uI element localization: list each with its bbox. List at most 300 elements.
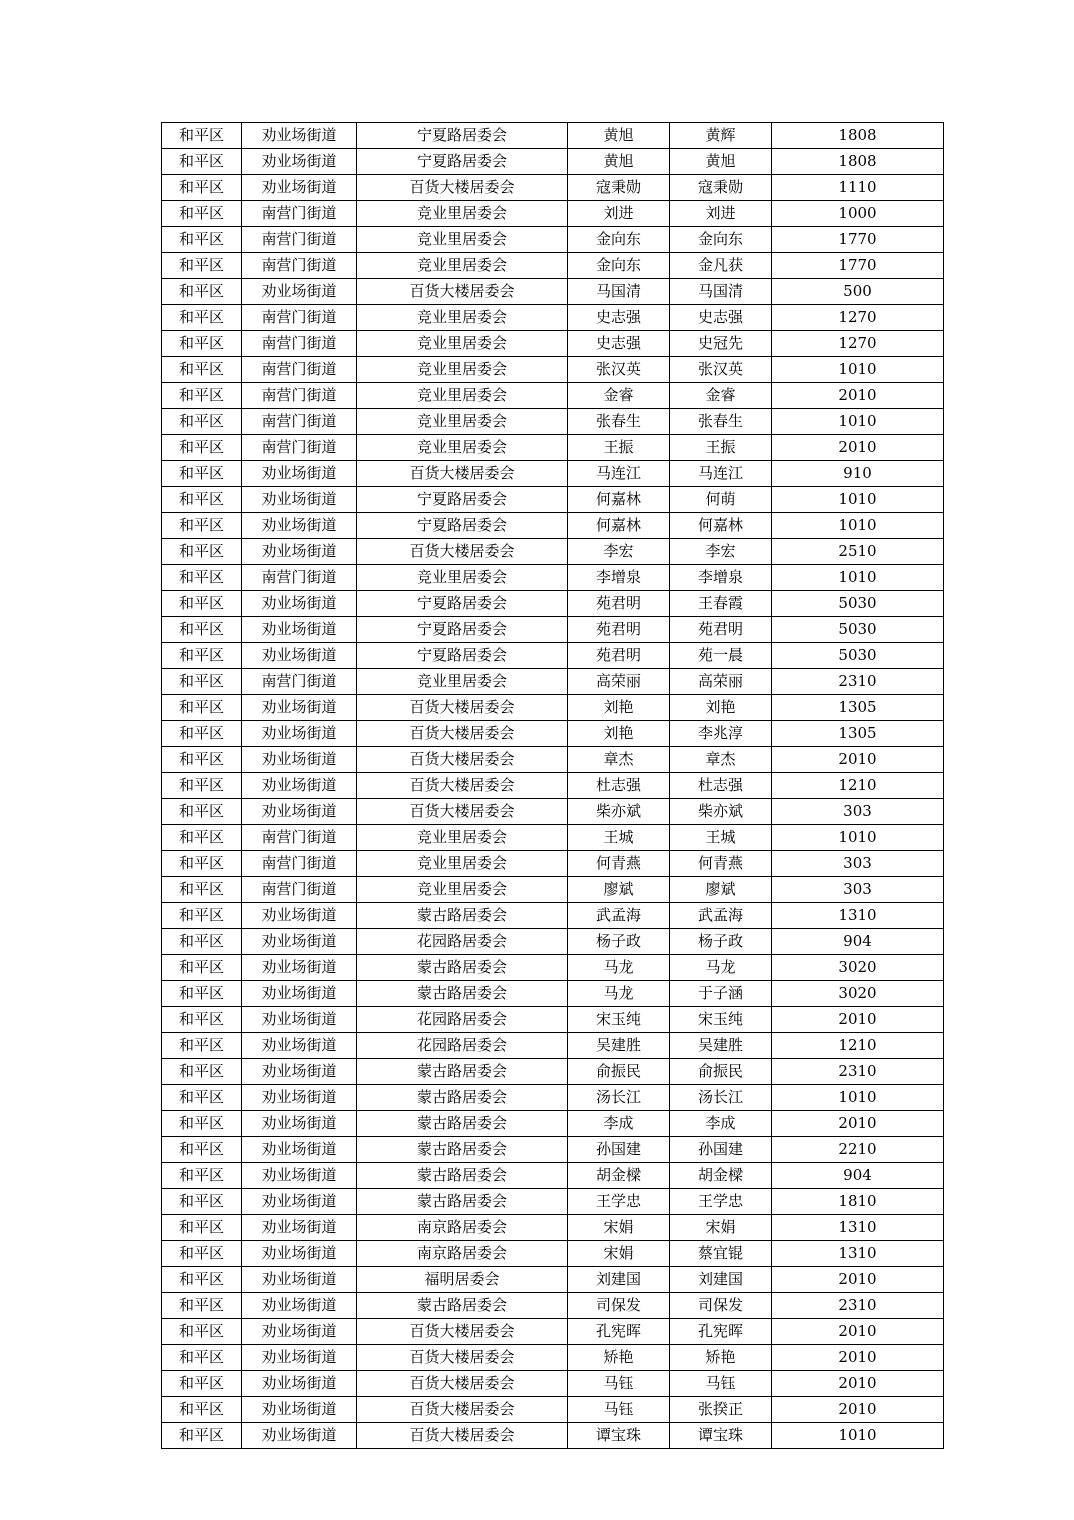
cell-street: 南营门街道 <box>242 305 357 331</box>
cell-street: 劝业场街道 <box>242 461 357 487</box>
cell-street: 劝业场街道 <box>242 149 357 175</box>
residents-table <box>161 122 944 1449</box>
table-row <box>162 643 944 669</box>
cell-district: 和平区 <box>162 877 242 903</box>
cell-district: 和平区 <box>162 955 242 981</box>
cell-committee: 宁夏路居委会 <box>357 123 568 149</box>
cell-amount: 1770 <box>772 253 944 279</box>
cell-name2: 王春霞 <box>670 591 772 617</box>
cell-name1: 司保发 <box>568 1293 670 1319</box>
cell-name1: 俞振民 <box>568 1059 670 1085</box>
cell-amount: 2010 <box>772 1397 944 1423</box>
cell-committee: 花园路居委会 <box>357 929 568 955</box>
cell-district: 和平区 <box>162 1267 242 1293</box>
cell-committee: 蒙古路居委会 <box>357 955 568 981</box>
cell-name1: 章杰 <box>568 747 670 773</box>
table-row <box>162 565 944 591</box>
cell-name2: 张春生 <box>670 409 772 435</box>
cell-committee: 蒙古路居委会 <box>357 1293 568 1319</box>
cell-name1: 武孟海 <box>568 903 670 929</box>
cell-name2: 苑一晨 <box>670 643 772 669</box>
cell-street: 南营门街道 <box>242 669 357 695</box>
cell-committee: 宁夏路居委会 <box>357 513 568 539</box>
cell-amount: 303 <box>772 799 944 825</box>
cell-committee: 竞业里居委会 <box>357 409 568 435</box>
cell-street: 南营门街道 <box>242 227 357 253</box>
cell-name2: 武孟海 <box>670 903 772 929</box>
cell-street: 劝业场街道 <box>242 1423 357 1449</box>
cell-amount: 1305 <box>772 721 944 747</box>
cell-amount: 1010 <box>772 487 944 513</box>
cell-district: 和平区 <box>162 357 242 383</box>
cell-name2: 马国清 <box>670 279 772 305</box>
cell-name2: 王振 <box>670 435 772 461</box>
cell-street: 南营门街道 <box>242 383 357 409</box>
cell-district: 和平区 <box>162 409 242 435</box>
cell-amount: 1305 <box>772 695 944 721</box>
table-row <box>162 773 944 799</box>
cell-district: 和平区 <box>162 331 242 357</box>
cell-name2: 于子涵 <box>670 981 772 1007</box>
cell-district: 和平区 <box>162 1397 242 1423</box>
cell-district: 和平区 <box>162 1111 242 1137</box>
cell-district: 和平区 <box>162 305 242 331</box>
cell-amount: 2010 <box>772 1007 944 1033</box>
cell-street: 劝业场街道 <box>242 591 357 617</box>
cell-name2: 汤长江 <box>670 1085 772 1111</box>
cell-committee: 花园路居委会 <box>357 1033 568 1059</box>
cell-committee: 蒙古路居委会 <box>357 1137 568 1163</box>
cell-name1: 高荣丽 <box>568 669 670 695</box>
cell-street: 南营门街道 <box>242 565 357 591</box>
cell-name2: 矫艳 <box>670 1345 772 1371</box>
cell-committee: 南京路居委会 <box>357 1215 568 1241</box>
cell-name1: 苑君明 <box>568 591 670 617</box>
cell-name1: 孔宪晖 <box>568 1319 670 1345</box>
cell-district: 和平区 <box>162 539 242 565</box>
cell-committee: 百货大楼居委会 <box>357 721 568 747</box>
cell-name1: 寇秉勋 <box>568 175 670 201</box>
cell-amount: 1010 <box>772 513 944 539</box>
cell-name2: 李宏 <box>670 539 772 565</box>
table-row <box>162 123 944 149</box>
cell-amount: 5030 <box>772 643 944 669</box>
cell-name1: 苑君明 <box>568 617 670 643</box>
cell-district: 和平区 <box>162 1423 242 1449</box>
cell-name2: 廖斌 <box>670 877 772 903</box>
cell-committee: 蒙古路居委会 <box>357 981 568 1007</box>
cell-committee: 百货大楼居委会 <box>357 1423 568 1449</box>
cell-name2: 李增泉 <box>670 565 772 591</box>
cell-district: 和平区 <box>162 149 242 175</box>
cell-amount: 3020 <box>772 955 944 981</box>
table-row <box>162 1371 944 1397</box>
cell-street: 劝业场街道 <box>242 1007 357 1033</box>
cell-street: 劝业场街道 <box>242 539 357 565</box>
cell-committee: 百货大楼居委会 <box>357 773 568 799</box>
cell-committee: 百货大楼居委会 <box>357 747 568 773</box>
cell-street: 劝业场街道 <box>242 487 357 513</box>
cell-name1: 王学忠 <box>568 1189 670 1215</box>
cell-committee: 百货大楼居委会 <box>357 1371 568 1397</box>
table-row <box>162 461 944 487</box>
cell-district: 和平区 <box>162 175 242 201</box>
cell-street: 劝业场街道 <box>242 123 357 149</box>
cell-district: 和平区 <box>162 565 242 591</box>
cell-district: 和平区 <box>162 1163 242 1189</box>
table-row <box>162 331 944 357</box>
cell-district: 和平区 <box>162 929 242 955</box>
cell-district: 和平区 <box>162 669 242 695</box>
cell-name1: 黄旭 <box>568 149 670 175</box>
table-row <box>162 799 944 825</box>
table-row <box>162 1033 944 1059</box>
cell-amount: 1810 <box>772 1189 944 1215</box>
cell-name2: 杨子政 <box>670 929 772 955</box>
cell-amount: 2010 <box>772 1371 944 1397</box>
cell-name2: 高荣丽 <box>670 669 772 695</box>
cell-street: 劝业场街道 <box>242 279 357 305</box>
cell-amount: 3020 <box>772 981 944 1007</box>
cell-name2: 刘艳 <box>670 695 772 721</box>
cell-street: 劝业场街道 <box>242 721 357 747</box>
table-row <box>162 1397 944 1423</box>
cell-district: 和平区 <box>162 1371 242 1397</box>
cell-street: 劝业场街道 <box>242 1137 357 1163</box>
cell-district: 和平区 <box>162 773 242 799</box>
cell-name2: 何萌 <box>670 487 772 513</box>
cell-committee: 宁夏路居委会 <box>357 149 568 175</box>
table-row <box>162 435 944 461</box>
table-row <box>162 1423 944 1449</box>
cell-name2: 宋娟 <box>670 1215 772 1241</box>
cell-amount: 2010 <box>772 1267 944 1293</box>
table-row <box>162 747 944 773</box>
cell-street: 劝业场街道 <box>242 1267 357 1293</box>
cell-district: 和平区 <box>162 851 242 877</box>
cell-name2: 王学忠 <box>670 1189 772 1215</box>
cell-name1: 马连江 <box>568 461 670 487</box>
cell-name1: 金向东 <box>568 253 670 279</box>
cell-street: 劝业场街道 <box>242 1189 357 1215</box>
table-row <box>162 1293 944 1319</box>
cell-name1: 汤长江 <box>568 1085 670 1111</box>
cell-amount: 1010 <box>772 565 944 591</box>
cell-amount: 1000 <box>772 201 944 227</box>
cell-district: 和平区 <box>162 461 242 487</box>
cell-name1: 黄旭 <box>568 123 670 149</box>
cell-street: 劝业场街道 <box>242 1319 357 1345</box>
cell-name2: 柴亦斌 <box>670 799 772 825</box>
cell-committee: 竞业里居委会 <box>357 435 568 461</box>
cell-committee: 蒙古路居委会 <box>357 1163 568 1189</box>
cell-district: 和平区 <box>162 487 242 513</box>
cell-street: 南营门街道 <box>242 409 357 435</box>
table-row <box>162 721 944 747</box>
cell-name2: 苑君明 <box>670 617 772 643</box>
cell-name2: 何青燕 <box>670 851 772 877</box>
cell-committee: 南京路居委会 <box>357 1241 568 1267</box>
cell-committee: 竞业里居委会 <box>357 201 568 227</box>
cell-street: 劝业场街道 <box>242 1293 357 1319</box>
cell-district: 和平区 <box>162 591 242 617</box>
cell-amount: 303 <box>772 877 944 903</box>
cell-name1: 刘建国 <box>568 1267 670 1293</box>
cell-street: 劝业场街道 <box>242 981 357 1007</box>
cell-district: 和平区 <box>162 253 242 279</box>
cell-name2: 金凡获 <box>670 253 772 279</box>
cell-name2: 司保发 <box>670 1293 772 1319</box>
cell-amount: 1010 <box>772 357 944 383</box>
cell-name1: 孙国建 <box>568 1137 670 1163</box>
cell-name1: 史志强 <box>568 305 670 331</box>
cell-district: 和平区 <box>162 643 242 669</box>
cell-committee: 百货大楼居委会 <box>357 799 568 825</box>
cell-name2: 李兆淳 <box>670 721 772 747</box>
cell-district: 和平区 <box>162 799 242 825</box>
cell-committee: 竞业里居委会 <box>357 357 568 383</box>
cell-name1: 何嘉林 <box>568 513 670 539</box>
cell-committee: 竞业里居委会 <box>357 383 568 409</box>
cell-committee: 竞业里居委会 <box>357 565 568 591</box>
cell-district: 和平区 <box>162 435 242 461</box>
cell-name2: 刘建国 <box>670 1267 772 1293</box>
cell-committee: 蒙古路居委会 <box>357 903 568 929</box>
cell-amount: 904 <box>772 929 944 955</box>
cell-committee: 百货大楼居委会 <box>357 279 568 305</box>
cell-name1: 何嘉林 <box>568 487 670 513</box>
cell-district: 和平区 <box>162 1137 242 1163</box>
cell-name1: 李增泉 <box>568 565 670 591</box>
cell-name2: 孙国建 <box>670 1137 772 1163</box>
table-row <box>162 669 944 695</box>
cell-amount: 2310 <box>772 1059 944 1085</box>
cell-street: 劝业场街道 <box>242 1033 357 1059</box>
cell-street: 南营门街道 <box>242 331 357 357</box>
cell-district: 和平区 <box>162 513 242 539</box>
cell-district: 和平区 <box>162 825 242 851</box>
table-row <box>162 149 944 175</box>
cell-amount: 1770 <box>772 227 944 253</box>
cell-name1: 金睿 <box>568 383 670 409</box>
cell-amount: 2310 <box>772 669 944 695</box>
table-row <box>162 201 944 227</box>
table-row <box>162 617 944 643</box>
cell-name2: 金睿 <box>670 383 772 409</box>
cell-amount: 1310 <box>772 1215 944 1241</box>
cell-name1: 张春生 <box>568 409 670 435</box>
table-row <box>162 513 944 539</box>
cell-amount: 1808 <box>772 123 944 149</box>
cell-committee: 竞业里居委会 <box>357 253 568 279</box>
cell-name2: 史冠先 <box>670 331 772 357</box>
cell-street: 南营门街道 <box>242 357 357 383</box>
cell-street: 劝业场街道 <box>242 1163 357 1189</box>
cell-name2: 马龙 <box>670 955 772 981</box>
cell-district: 和平区 <box>162 201 242 227</box>
cell-name2: 谭宝珠 <box>670 1423 772 1449</box>
cell-district: 和平区 <box>162 1345 242 1371</box>
cell-name1: 王城 <box>568 825 670 851</box>
cell-district: 和平区 <box>162 1007 242 1033</box>
cell-committee: 竞业里居委会 <box>357 669 568 695</box>
cell-name1: 杜志强 <box>568 773 670 799</box>
cell-name1: 刘艳 <box>568 721 670 747</box>
cell-amount: 1010 <box>772 409 944 435</box>
table-row <box>162 357 944 383</box>
table-row <box>162 825 944 851</box>
cell-street: 劝业场街道 <box>242 747 357 773</box>
cell-street: 劝业场街道 <box>242 903 357 929</box>
cell-name1: 何青燕 <box>568 851 670 877</box>
cell-name2: 寇秉勋 <box>670 175 772 201</box>
cell-amount: 5030 <box>772 617 944 643</box>
cell-committee: 百货大楼居委会 <box>357 539 568 565</box>
cell-district: 和平区 <box>162 721 242 747</box>
cell-street: 劝业场街道 <box>242 617 357 643</box>
cell-committee: 蒙古路居委会 <box>357 1059 568 1085</box>
cell-name1: 张汉英 <box>568 357 670 383</box>
cell-amount: 1310 <box>772 903 944 929</box>
cell-committee: 竞业里居委会 <box>357 227 568 253</box>
cell-name1: 王振 <box>568 435 670 461</box>
cell-name1: 李宏 <box>568 539 670 565</box>
cell-committee: 宁夏路居委会 <box>357 617 568 643</box>
cell-amount: 1210 <box>772 1033 944 1059</box>
cell-name2: 蔡宜锟 <box>670 1241 772 1267</box>
cell-name1: 马钰 <box>568 1397 670 1423</box>
cell-street: 劝业场街道 <box>242 695 357 721</box>
cell-name2: 史志强 <box>670 305 772 331</box>
cell-street: 劝业场街道 <box>242 1397 357 1423</box>
cell-name1: 刘进 <box>568 201 670 227</box>
cell-committee: 宁夏路居委会 <box>357 591 568 617</box>
cell-committee: 福明居委会 <box>357 1267 568 1293</box>
cell-street: 南营门街道 <box>242 435 357 461</box>
cell-name2: 王城 <box>670 825 772 851</box>
cell-name1: 马龙 <box>568 955 670 981</box>
cell-district: 和平区 <box>162 1189 242 1215</box>
cell-name2: 宋玉纯 <box>670 1007 772 1033</box>
table-row <box>162 851 944 877</box>
cell-amount: 910 <box>772 461 944 487</box>
cell-name1: 宋娟 <box>568 1215 670 1241</box>
cell-district: 和平区 <box>162 1293 242 1319</box>
table-row <box>162 253 944 279</box>
cell-name1: 马钰 <box>568 1371 670 1397</box>
table-row <box>162 1345 944 1371</box>
cell-amount: 1310 <box>772 1241 944 1267</box>
cell-committee: 竞业里居委会 <box>357 851 568 877</box>
cell-street: 劝业场街道 <box>242 643 357 669</box>
cell-name2: 黄辉 <box>670 123 772 149</box>
cell-committee: 竞业里居委会 <box>357 825 568 851</box>
cell-amount: 1010 <box>772 1423 944 1449</box>
cell-district: 和平区 <box>162 617 242 643</box>
table-row <box>162 1137 944 1163</box>
cell-street: 南营门街道 <box>242 877 357 903</box>
cell-street: 劝业场街道 <box>242 513 357 539</box>
cell-amount: 2010 <box>772 1319 944 1345</box>
table-row <box>162 1111 944 1137</box>
table-row <box>162 175 944 201</box>
cell-district: 和平区 <box>162 981 242 1007</box>
cell-name1: 柴亦斌 <box>568 799 670 825</box>
cell-committee: 蒙古路居委会 <box>357 1189 568 1215</box>
cell-name1: 杨子政 <box>568 929 670 955</box>
cell-name2: 张汉英 <box>670 357 772 383</box>
cell-committee: 花园路居委会 <box>357 1007 568 1033</box>
table-row <box>162 305 944 331</box>
cell-committee: 竞业里居委会 <box>357 305 568 331</box>
cell-amount: 1010 <box>772 825 944 851</box>
cell-name2: 杜志强 <box>670 773 772 799</box>
table-row <box>162 1163 944 1189</box>
table-row <box>162 903 944 929</box>
cell-amount: 2310 <box>772 1293 944 1319</box>
cell-committee: 竞业里居委会 <box>357 877 568 903</box>
cell-committee: 蒙古路居委会 <box>357 1111 568 1137</box>
cell-name1: 史志强 <box>568 331 670 357</box>
table-row <box>162 383 944 409</box>
cell-amount: 1210 <box>772 773 944 799</box>
cell-district: 和平区 <box>162 123 242 149</box>
cell-district: 和平区 <box>162 227 242 253</box>
cell-amount: 2010 <box>772 1345 944 1371</box>
cell-amount: 2010 <box>772 747 944 773</box>
table-row <box>162 1267 944 1293</box>
cell-district: 和平区 <box>162 1033 242 1059</box>
cell-name2: 刘进 <box>670 201 772 227</box>
cell-committee: 宁夏路居委会 <box>357 487 568 513</box>
cell-name1: 胡金樑 <box>568 1163 670 1189</box>
cell-name1: 李成 <box>568 1111 670 1137</box>
table-row <box>162 877 944 903</box>
cell-amount: 2010 <box>772 435 944 461</box>
table-row <box>162 1241 944 1267</box>
cell-amount: 500 <box>772 279 944 305</box>
cell-name1: 谭宝珠 <box>568 1423 670 1449</box>
table-row <box>162 279 944 305</box>
cell-amount: 1110 <box>772 175 944 201</box>
cell-amount: 2210 <box>772 1137 944 1163</box>
cell-amount: 1010 <box>772 1085 944 1111</box>
table-row <box>162 695 944 721</box>
table-row <box>162 1189 944 1215</box>
cell-name2: 何嘉林 <box>670 513 772 539</box>
cell-street: 劝业场街道 <box>242 1371 357 1397</box>
cell-committee: 百货大楼居委会 <box>357 695 568 721</box>
cell-committee: 百货大楼居委会 <box>357 175 568 201</box>
cell-committee: 百货大楼居委会 <box>357 461 568 487</box>
cell-name1: 吴建胜 <box>568 1033 670 1059</box>
cell-district: 和平区 <box>162 1319 242 1345</box>
cell-street: 劝业场街道 <box>242 929 357 955</box>
table-row <box>162 591 944 617</box>
table-row <box>162 981 944 1007</box>
cell-street: 劝业场街道 <box>242 175 357 201</box>
cell-district: 和平区 <box>162 1085 242 1111</box>
table-row <box>162 1215 944 1241</box>
cell-amount: 1270 <box>772 331 944 357</box>
cell-committee: 百货大楼居委会 <box>357 1397 568 1423</box>
cell-name1: 宋玉纯 <box>568 1007 670 1033</box>
cell-name1: 矫艳 <box>568 1345 670 1371</box>
cell-street: 劝业场街道 <box>242 1345 357 1371</box>
cell-amount: 904 <box>772 1163 944 1189</box>
cell-district: 和平区 <box>162 1059 242 1085</box>
cell-street: 南营门街道 <box>242 201 357 227</box>
